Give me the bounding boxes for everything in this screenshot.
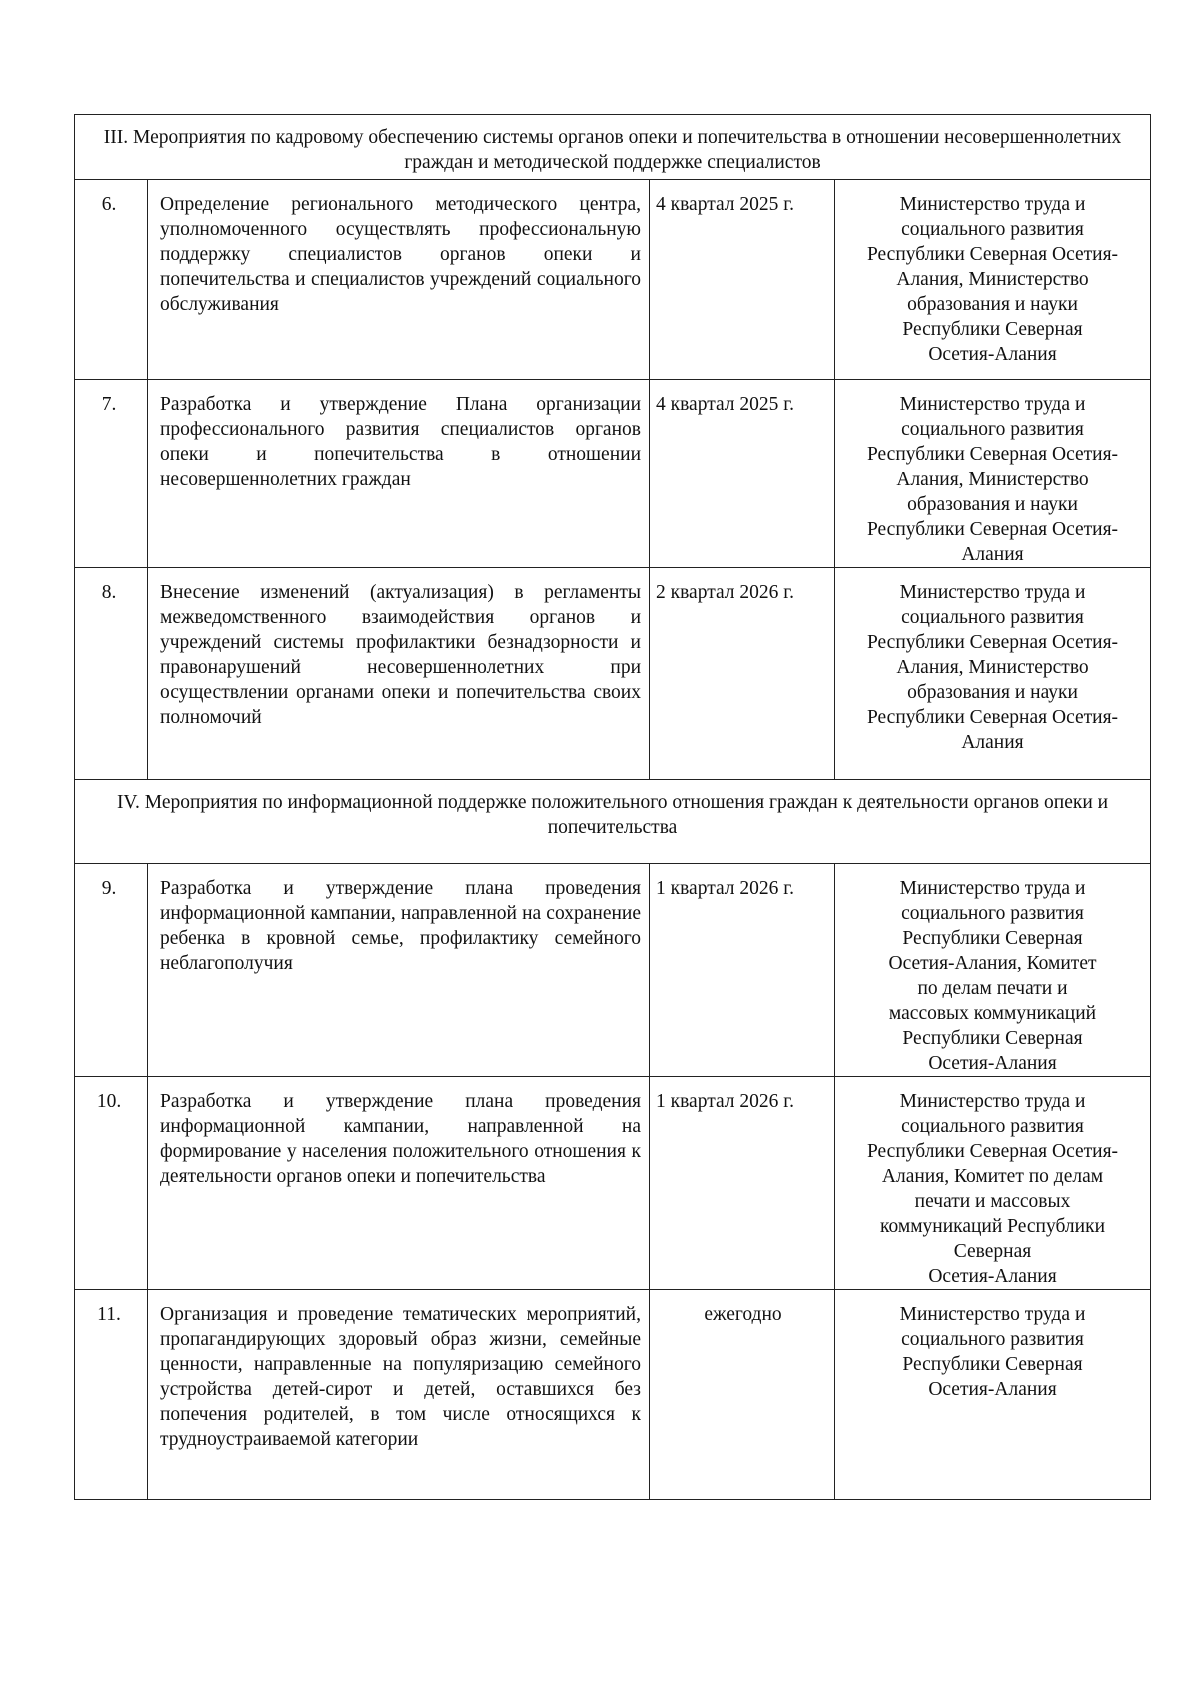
deadline: ежегодно xyxy=(650,1290,835,1500)
section-3-title: III. Мероприятия по кадровому обеспечению системы органов опеки и попечительства в отношении несовершеннолетних граждан и методической поддержке специалистов xyxy=(75,115,1151,180)
activity-text: Организация и проведение тематических мероприятий, пропагандирующих здоровый образ жизни, семейные ценности, направленные на популяризацию семейного устройства детей-сирот и детей, оставшихся без попечения родителей, в том числе относящихся к трудноустраиваемой категории xyxy=(148,1290,650,1500)
table-row xyxy=(75,864,1151,1077)
plan-table xyxy=(74,114,1151,1500)
deadline: 2 квартал 2026 г. xyxy=(650,568,835,780)
table-row xyxy=(75,380,1151,568)
deadline: 1 квартал 2026 г. xyxy=(650,864,835,1077)
responsible: Министерство труда и социального развития Республики Северная Осетия- Алания, Министерство образования и науки Республики Северная Осетия- Алания xyxy=(835,380,1151,568)
responsible: Министерство труда и социального развития Республики Северная Осетия- Алания, Комитет по делам печати и массовых коммуникаций Республики Северная Осетия-Алания xyxy=(835,1077,1151,1290)
activity-text: Внесение изменений (актуализация) в регламенты межведомственного взаимодействия органов и учреждений системы профилактики безнадзорности и правонарушений несовершеннолетних при осуществлении органами опеки и попечительства своих полномочий xyxy=(148,568,650,780)
row-number: 8. xyxy=(75,568,148,780)
responsible: Министерство труда и социального развития Республики Северная Осетия- Алания, Министерство образования и науки Республики Северная Осетия- Алания xyxy=(835,568,1151,780)
activity-text: Определение регионального методического центра, уполномоченного осуществлять профессиональную поддержку специалистов органов опеки и попечительства и специалистов учреждений социального обслуживания xyxy=(148,180,650,380)
table-row xyxy=(75,1077,1151,1290)
activity-text: Разработка и утверждение плана проведения информационной кампании, направленной на формирование у населения положительного отношения к деятельности органов опеки и попечительства xyxy=(148,1077,650,1290)
section-header-row xyxy=(75,780,1151,864)
row-number: 9. xyxy=(75,864,148,1077)
table-row xyxy=(75,568,1151,780)
table-row xyxy=(75,1290,1151,1500)
table-row xyxy=(75,180,1151,380)
row-number: 11. xyxy=(75,1290,148,1500)
row-number: 10. xyxy=(75,1077,148,1290)
activity-text: Разработка и утверждение плана проведения информационной кампании, направленной на сохранение ребенка в кровной семье, профилактику семейного неблагополучия xyxy=(148,864,650,1077)
deadline: 4 квартал 2025 г. xyxy=(650,380,835,568)
row-number: 6. xyxy=(75,180,148,380)
section-header-row xyxy=(75,115,1151,180)
section-4-title: IV. Мероприятия по информационной поддержке положительного отношения граждан к деятельности органов опеки и попечительства xyxy=(75,780,1151,864)
responsible: Министерство труда и социального развития Республики Северная Осетия- Алания, Министерство образования и науки Республики Северная Осетия-Алания xyxy=(835,180,1151,380)
responsible: Министерство труда и социального развития Республики Северная Осетия-Алания xyxy=(835,1290,1151,1500)
deadline: 1 квартал 2026 г. xyxy=(650,1077,835,1290)
row-number: 7. xyxy=(75,380,148,568)
responsible: Министерство труда и социального развития Республики Северная Осетия-Алания, Комитет по делам печати и массовых коммуникаций Республики Северная Осетия-Алания xyxy=(835,864,1151,1077)
activity-text: Разработка и утверждение Плана организации профессионального развития специалистов органов опеки и попечительства в отношении несовершеннолетних граждан xyxy=(148,380,650,568)
deadline: 4 квартал 2025 г. xyxy=(650,180,835,380)
